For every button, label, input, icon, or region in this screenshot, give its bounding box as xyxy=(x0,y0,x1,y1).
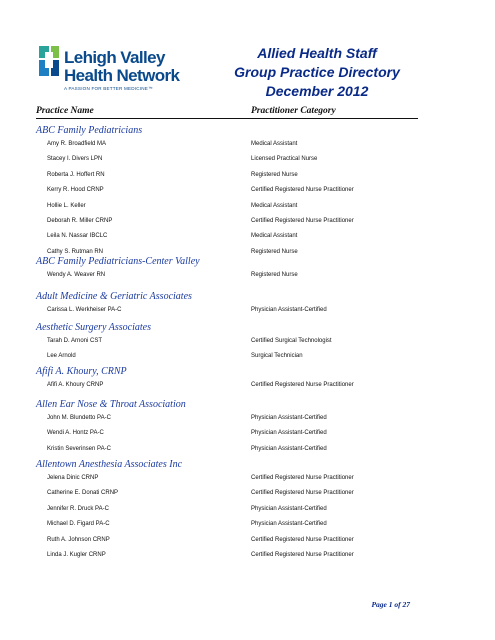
practitioner-category: Registered Nurse xyxy=(251,171,298,178)
practitioner-name: Catherine E. Donati CRNP xyxy=(47,490,119,497)
practitioner-category: Physician Assistant-Certified xyxy=(251,415,327,421)
practice-group-name: Aesthetic Surgery Associates xyxy=(36,322,151,333)
practitioner-category: Physician Assistant-Certified xyxy=(251,521,327,528)
practitioner-name: Hollie L. Keller xyxy=(47,202,86,209)
practitioner-name: Wendy A. Weaver RN xyxy=(47,272,106,278)
title-line-3: December 2012 xyxy=(265,83,369,99)
logo-tagline: A PASSION FOR BETTER MEDICINE™ xyxy=(64,86,153,91)
practitioner-name: Afifi A. Khoury CRNP xyxy=(47,382,104,388)
column-header-practitioner-category: Practitioner Category xyxy=(251,106,336,116)
practitioner-name: Michael D. Figard PA-C xyxy=(47,521,110,528)
practitioner-category: Registered Nurse xyxy=(251,272,298,278)
practitioner-name: Leila N. Nassar IBCLC xyxy=(47,233,108,240)
practitioner-name: Jennifer R. Druck PA-C xyxy=(47,505,109,512)
practitioner-category: Physician Assistant-Certified xyxy=(251,430,327,437)
practitioner-name: Amy R. Broadfield MA xyxy=(47,141,107,147)
practitioner-name: Wendi A. Hontz PA-C xyxy=(47,430,104,437)
practice-group-name: ABC Family Pediatricians xyxy=(36,125,143,136)
practitioner-category: Certified Surgical Technologist xyxy=(251,338,332,344)
practitioner-category: Certified Registered Nurse Practitioner xyxy=(251,552,354,558)
practitioner-category: Certified Registered Nurse Practitioner xyxy=(251,218,354,224)
title-line-2: Group Practice Directory xyxy=(234,64,400,80)
practitioner-name: Linda J. Kugler CRNP xyxy=(47,552,106,558)
practitioner-category: Registered Nurse xyxy=(251,248,298,255)
practitioner-category: Physician Assistant-Certified xyxy=(251,445,327,452)
practitioner-category: Certified Registered Nurse Practitioner xyxy=(251,382,354,388)
practice-group-name: ABC Family Pediatricians-Center Valley xyxy=(36,256,200,267)
column-header-practice-name: Practice Name xyxy=(36,106,94,116)
practitioner-category: Medical Assistant xyxy=(251,233,298,240)
practitioner-name: Jelena Dinic CRNP xyxy=(47,475,99,481)
practice-group-name: Allen Ear Nose & Throat Association xyxy=(36,399,186,410)
practitioner-category: Certified Registered Nurse Practitioner xyxy=(251,490,354,497)
practitioner-name: Tarah D. Arnoni CST xyxy=(47,338,103,344)
practitioner-name: Kerry R. Hood CRNP xyxy=(47,187,104,194)
title-line-1: Allied Health Staff xyxy=(257,45,377,61)
practitioner-name: Kristin Severinsen PA-C xyxy=(47,445,111,452)
practitioner-category: Licensed Practical Nurse xyxy=(251,156,318,163)
practice-group-name: Adult Medicine & Geriatric Associates xyxy=(36,291,192,302)
practitioner-name: John M. Blundetto PA-C xyxy=(47,415,111,421)
practitioner-name: Ruth A. Johnson CRNP xyxy=(47,536,110,543)
practitioner-category: Certified Registered Nurse Practitioner xyxy=(251,475,354,481)
practitioner-name: Roberta J. Hoffert RN xyxy=(47,171,105,178)
practitioner-name: Lee Arnold xyxy=(47,353,76,360)
practitioner-category: Surgical Technician xyxy=(251,353,303,360)
page-number: Page 1 of 27 xyxy=(371,600,410,609)
practitioner-category: Medical Assistant xyxy=(251,202,298,209)
practitioner-category: Certified Registered Nurse Practitioner xyxy=(251,536,354,543)
practitioner-category: Medical Assistant xyxy=(251,141,298,147)
practitioner-category: Physician Assistant-Certified xyxy=(251,505,327,512)
practice-group-name: Allentown Anesthesia Associates Inc xyxy=(36,459,183,470)
practitioner-name: Cathy S. Rutman RN xyxy=(47,248,104,255)
practice-group-name: Afifi A. Khoury, CRNP xyxy=(36,366,127,377)
practitioner-name: Stacey I. Divers LPN xyxy=(47,156,103,163)
practitioner-category: Certified Registered Nurse Practitioner xyxy=(251,187,354,194)
logo-line-2: Health Network xyxy=(64,66,180,85)
practitioner-name: Carissa L. Werkheiser PA-C xyxy=(47,307,122,313)
logo-line-1: Lehigh Valley xyxy=(64,48,165,67)
practitioner-name: Deborah R. Miller CRNP xyxy=(47,218,113,224)
practitioner-category: Physician Assistant-Certified xyxy=(251,307,327,313)
